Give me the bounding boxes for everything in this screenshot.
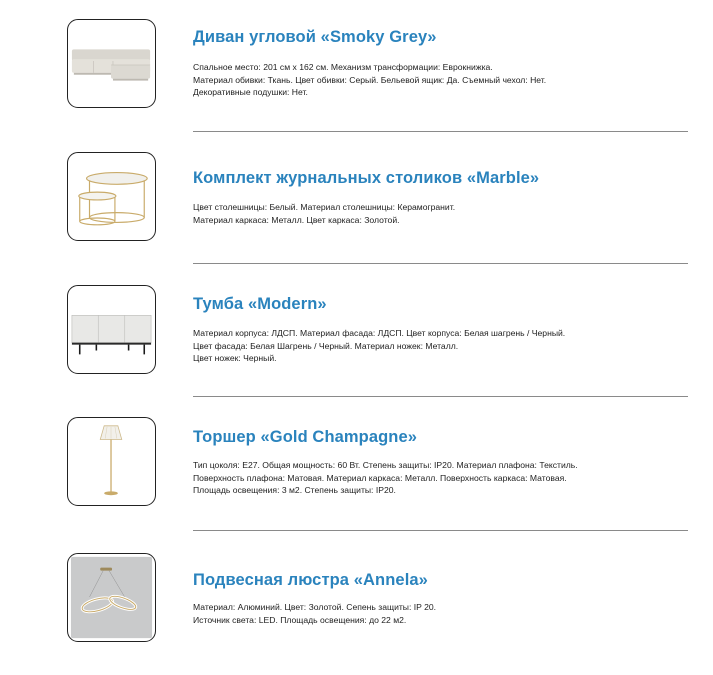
description-line: Спальное место: 201 см х 162 см. Механизм трансформации: Еврокнижка. — [193, 62, 493, 72]
product-description — [193, 61, 693, 99]
divider — [193, 263, 688, 264]
product-description — [193, 327, 693, 365]
corner-sofa-icon — [68, 20, 155, 107]
description-line: Поверхность плафона: Матовая. Материал каркаса: Металл. Поверхность каркаса: Матовая. — [193, 472, 567, 483]
product-title[interactable]: Тумба «Modern» — [193, 295, 327, 313]
coffee-tables-icon — [68, 153, 155, 240]
description-line: Декоративные подушки: Нет. — [193, 87, 308, 98]
description-line: Материал каркаса: Металл. Цвет каркаса: Золотой. — [193, 214, 400, 225]
description-line: Площадь освещения: 3 м2. Степень защиты: IP20. — [193, 485, 396, 496]
description-line: Цвет ножек: Черный. — [193, 353, 277, 364]
description-line: Материал корпуса: ЛДСП. Материал фасада: ЛДСП. Цвет корпуса: Белая шагрень / Черный. — [193, 328, 566, 338]
product-title[interactable]: Подвесная люстра «Annela» — [193, 571, 428, 589]
product-title[interactable]: Комплект журнальных столиков «Marble» — [193, 169, 540, 187]
description-line: Источник света: LED. Площадь освещения: до 22 м2. — [193, 614, 407, 625]
description-line: Цвет фасада: Белая Шагрень / Черный. Материал ножек: Металл. — [193, 340, 459, 351]
product-thumbnail[interactable] — [67, 553, 156, 642]
description-line: Материал: Алюминий. Цвет: Золотой. Сепень защиты: IP 20. — [193, 602, 437, 612]
product-thumbnail[interactable] — [67, 417, 156, 506]
product-title[interactable]: Диван угловой «Smoky Grey» — [193, 28, 437, 46]
product-description — [193, 601, 693, 626]
description-line: Цвет столешницы: Белый. Материал столешницы: Керамогранит. — [193, 202, 456, 212]
product-title[interactable]: Торшер «Gold Champagne» — [193, 428, 418, 446]
tv-stand-icon — [68, 286, 155, 373]
product-description — [193, 459, 693, 497]
product-thumbnail[interactable] — [67, 19, 156, 108]
product-thumbnail[interactable] — [67, 152, 156, 241]
description-line: Тип цоколя: E27. Общая мощность: 60 Вт. Степень защиты: IP20. Материал плафона: Текстиль. — [193, 460, 578, 470]
floor-lamp-icon — [68, 418, 155, 505]
product-thumbnail[interactable] — [67, 285, 156, 374]
product-description — [193, 201, 693, 226]
divider — [193, 530, 688, 531]
pendant-chandelier-icon — [68, 554, 155, 641]
divider — [193, 131, 688, 132]
description-line: Материал обивки: Ткань. Цвет обивки: Серый. Бельевой ящик: Да. Съемный чехол: Нет. — [193, 74, 547, 85]
divider — [193, 396, 688, 397]
